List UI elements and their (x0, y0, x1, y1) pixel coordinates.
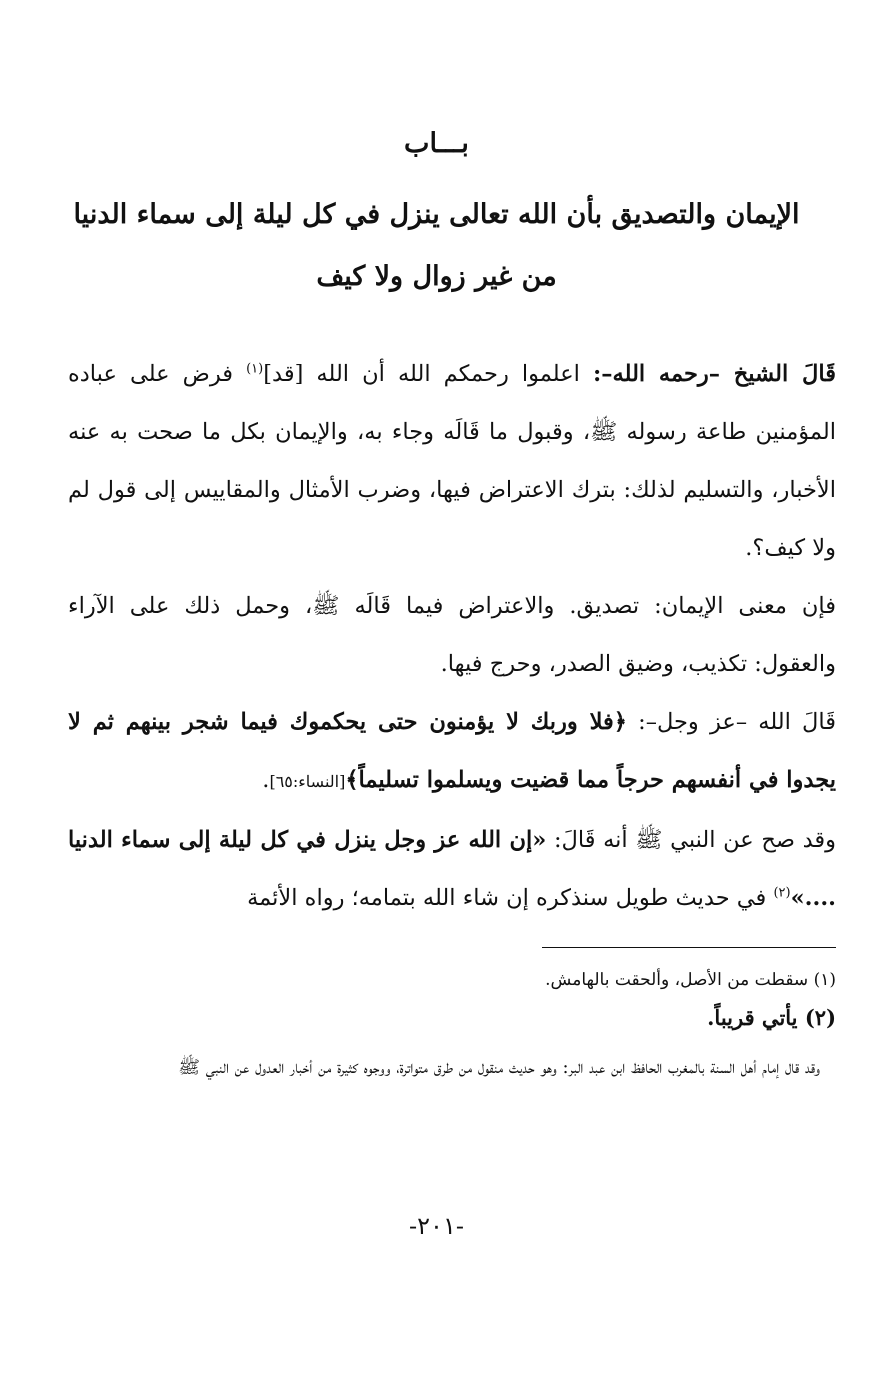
footnotes (68, 965, 836, 1091)
chapter-title-line-2: من غير زوال ولا كيف (316, 261, 557, 292)
paragraph-3-end: . (262, 767, 270, 793)
paragraph-4-text-a: وقد صح عن النبي ﷺ أنه قَالَ: (546, 827, 837, 853)
page-number: -٢٠١- (409, 1212, 464, 1240)
paragraph-4-text-b: في حديث طويل سنذكره إن شاء الله بتمامه؛ رواه الأئمة (247, 885, 774, 911)
chapter-title (70, 184, 803, 308)
quran-verse: ﴿فلا وربك لا يؤمنون حتى يحكموك فيما شجر بينهم ثم لا يجدوا في أنفسهم حرجاً مما قضيت ويسلموا تسليماً﴾ (68, 709, 836, 793)
footnote-marker-2: (٢) (773, 885, 791, 901)
paragraph-4 (68, 811, 836, 927)
footnote-2: (٢) يأتي قريباً. (707, 1005, 836, 1030)
main-text (68, 345, 836, 927)
paragraph-1-lead: قَالَ الشيخ –رحمه الله–: (593, 361, 836, 387)
paragraph-1-text-a: اعلموا رحمكم الله أن الله [قد] (263, 361, 593, 387)
footnote-2-body: وقد قال إمام أهل السنة بالمغرب الحافظ ابن عبد البر: وهو حديث منقول من طرق متواترة، ووجوه كثيرة من أخبار العدول عن النبي ﷺ (178, 1057, 820, 1078)
paragraph-1 (68, 345, 836, 577)
chapter-title-line-1: الإيمان والتصديق بأن الله تعالى ينزل في كل ليلة إلى سماء الدنيا (73, 199, 800, 230)
paragraph-2: فإن معنى الإيمان: تصديق. والاعتراض فيما قَالَه ﷺ، وحمل ذلك على الآراء والعقول: تكذيب، وضيق الصدر، وحرج فيها. (68, 593, 836, 677)
verse-reference: [النساء:٦٥] (269, 772, 346, 791)
paragraph-1-text-b: فرض على عباده المؤمنين طاعة رسوله ﷺ، وقبول ما قَالَه وجاء به، والإيمان بكل ما صحت به عنه الأخبار، والتسليم لذلك: بترك الاعتراض فيها، وضرب الأمثال والمقاييس إلى قول لم ولا كيف؟. (68, 361, 836, 561)
chapter-label: بـــاب (404, 128, 469, 159)
hadith-quote: «إن الله عز وجل ينزل في كل ليلة إلى سماء الدنيا ....» (68, 827, 836, 911)
paragraph-3-lead: قَالَ الله –عز وجل–: (626, 709, 837, 735)
footnote-marker-1: (١) (246, 361, 264, 377)
paragraph-3 (68, 693, 836, 811)
footnote-divider (542, 947, 836, 948)
footnote-1: (١) سقطت من الأصل، وألحقت بالهامش. (545, 970, 836, 990)
